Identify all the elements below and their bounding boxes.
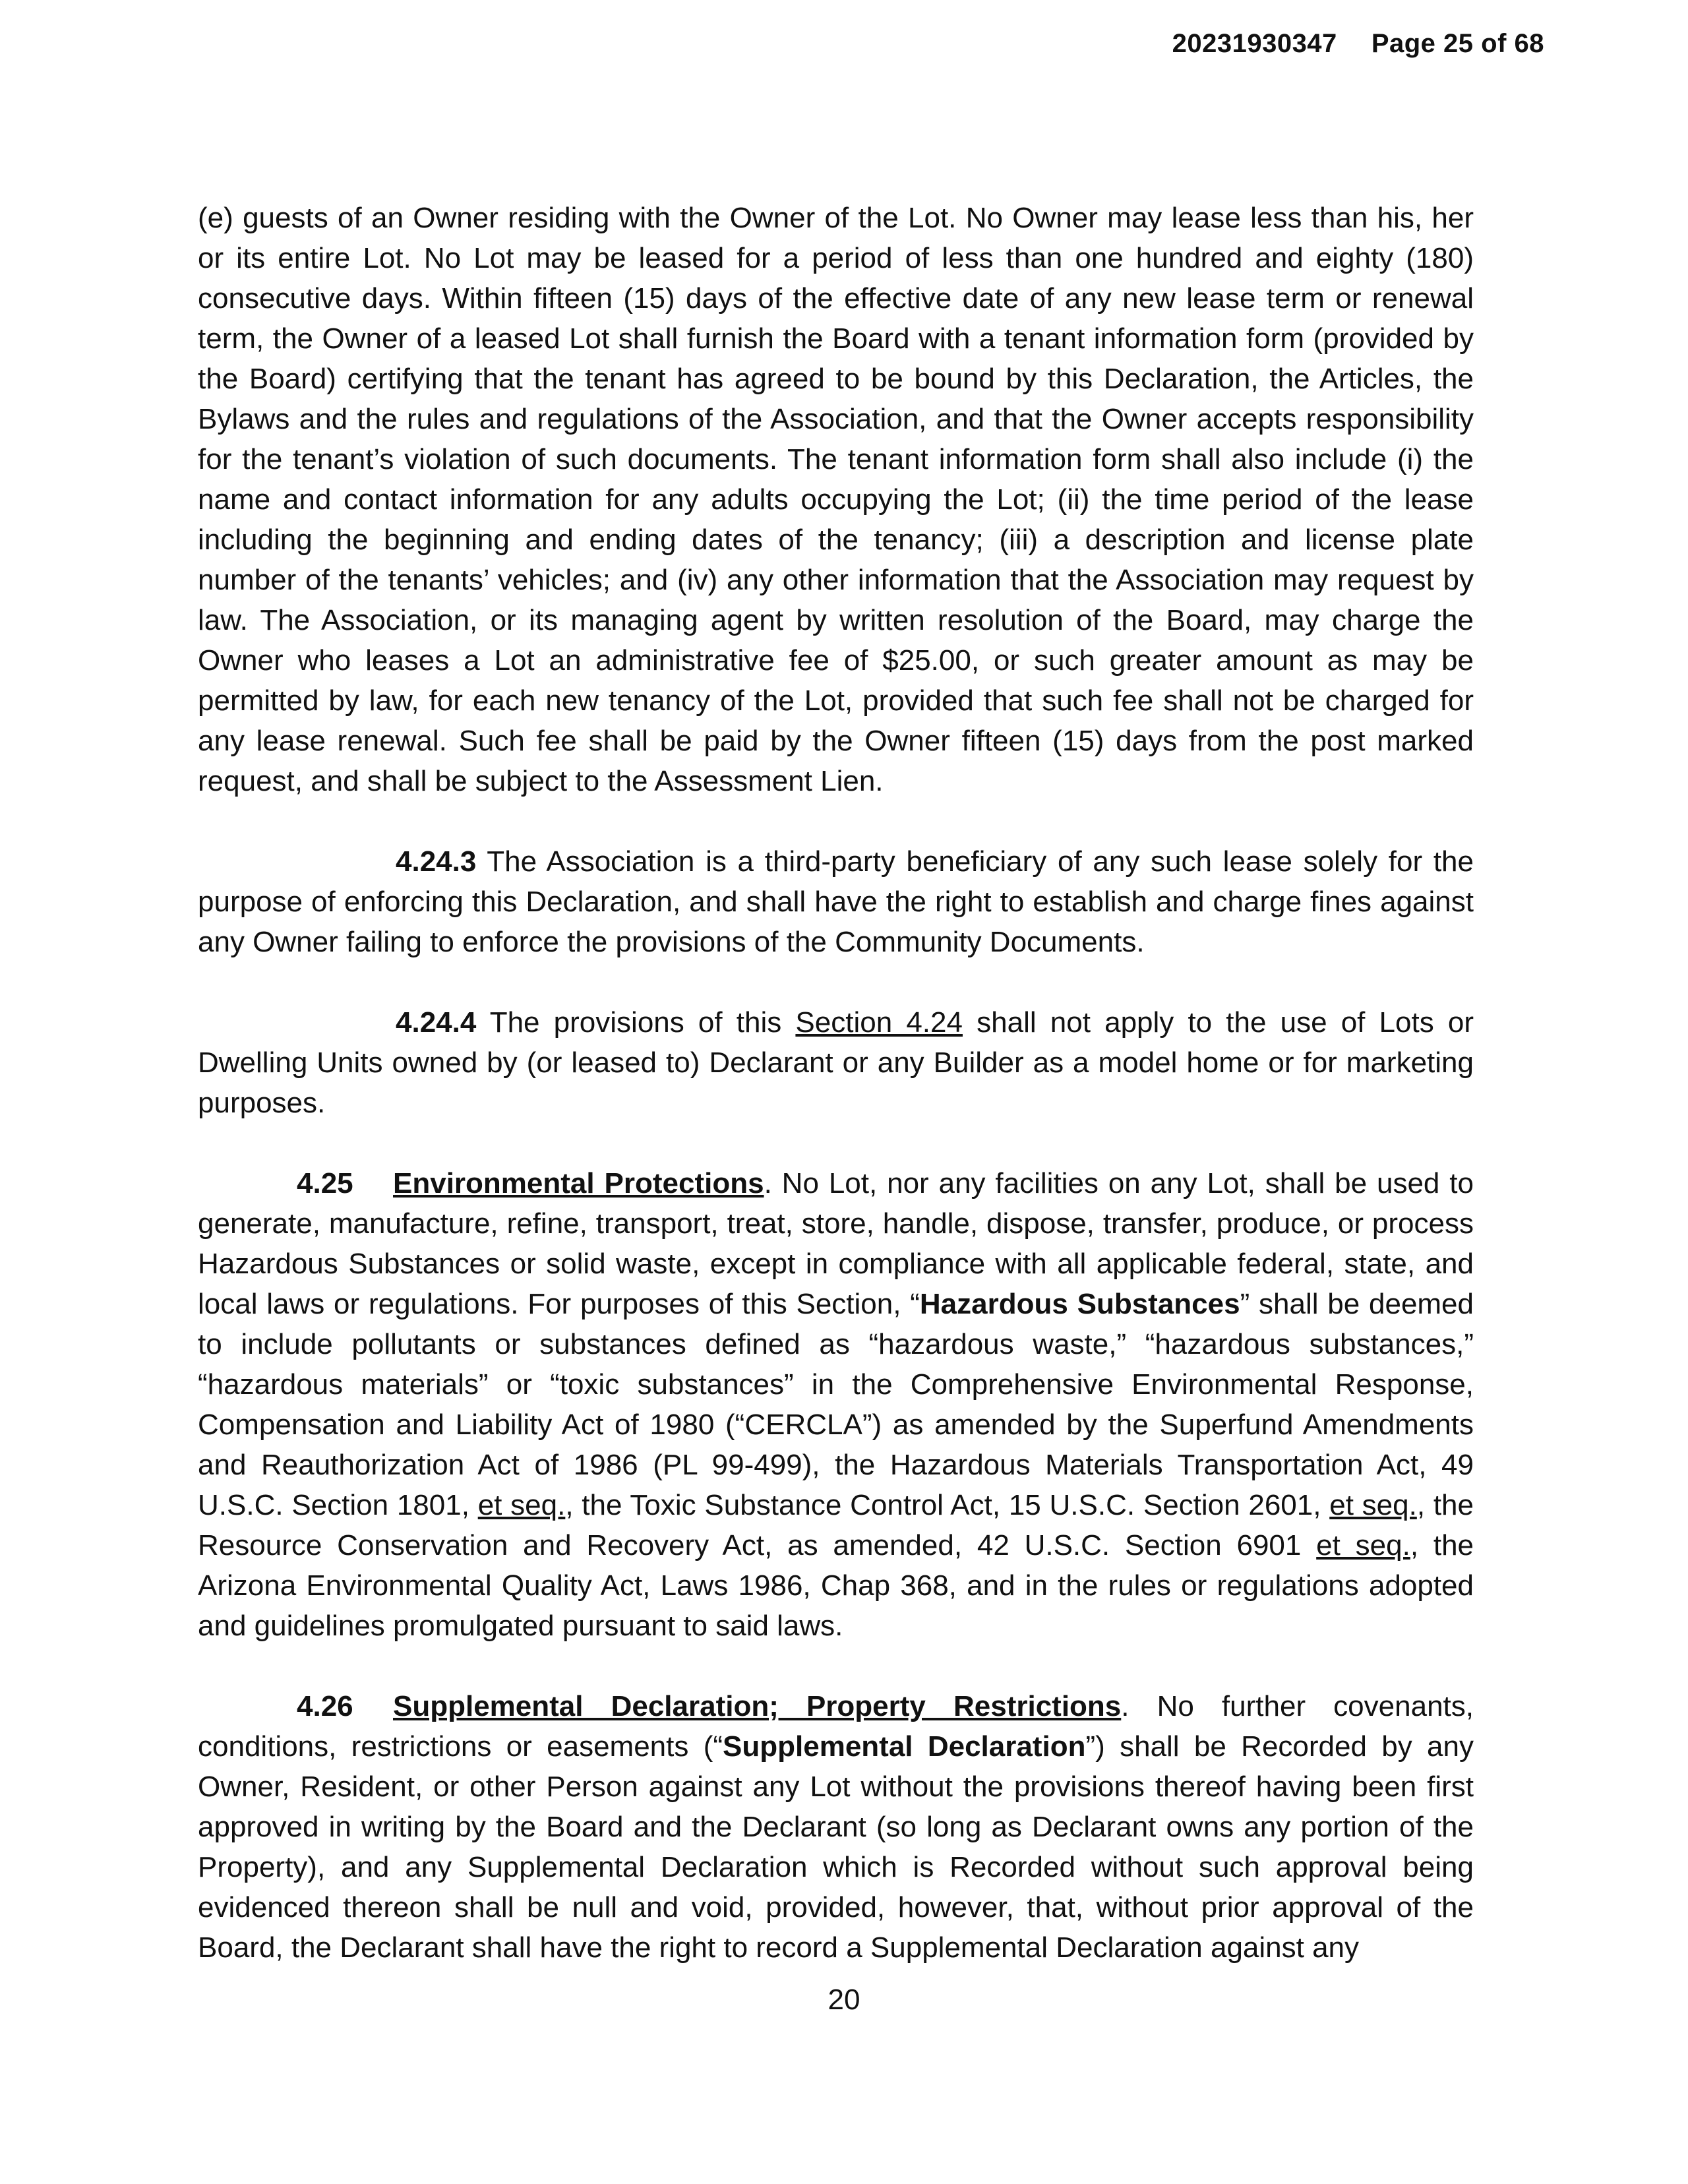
defined-term: Hazardous Substances	[919, 1288, 1240, 1320]
section-text: ”) shall be Recorded by any Owner, Resident, or other Person against any Lot without the provisions thereof having been first approved in writing by the Board and the Declarant (so long as Declarant owns any portion of the Property), and any Supplemental Declaration which is Recorded without such approval being evidenced thereon shall be null and void, provided, however, that, without prior approval of the Board, the Declarant shall have the right to record a Supplemental Declaration against any	[198, 1730, 1474, 1964]
et-seq-citation: et seq.	[477, 1489, 566, 1521]
page-number: 20	[828, 1984, 860, 2016]
section-text: ” shall be deemed to include pollutants or substances defined as “hazardous waste,” “hazardous substances,” “hazardous materials” or “toxic substances” in the Comprehensive Environmental Response, Compensation and Liability Act of 1980 (“CERCLA”) as amended by the Superfund Amendments and Reauthorization Act of 1986 (PL 99-499), the Hazardous Materials Transportation Act, 49 U.S.C. Section 1801,	[198, 1288, 1474, 1521]
section-text: . No Lot, nor any facilities on any Lot, shall be used to generate, manufacture, refine, transport, treat, store, handle, dispose, transfer, produce, or process Hazardous Substances or solid waste, except in compliance with all applicable federal, state, and local laws or regulations. For purposes of this Section, “	[198, 1167, 1474, 1320]
section-heading: Supplemental Declaration; Property Restrictions	[393, 1690, 1122, 1722]
section-4-24-3	[198, 841, 1474, 962]
section-number: 4.24.3	[396, 845, 477, 878]
section-4-26	[198, 1686, 1474, 1968]
section-text: , the Toxic Substance Control Act, 15 U.S.C. Section 2601,	[565, 1489, 1330, 1521]
et-seq-citation: et seq.	[1316, 1529, 1410, 1562]
section-number: 4.26	[297, 1690, 353, 1722]
section-text: . No further covenants, conditions, restrictions or easements (“	[198, 1690, 1474, 1763]
section-text: The Association is a third-party beneficiary of any such lease solely for the purpose of enforcing this Declaration, and shall have the right to establish and charge fines against any Owner failing to enforce the provisions of the Community Documents.	[198, 845, 1474, 958]
page-label: Page 25 of 68	[1371, 29, 1544, 58]
document-body	[198, 198, 1474, 1968]
paragraph-text: (e) guests of an Owner residing with the Owner of the Lot. No Owner may lease less than his, her or its entire Lot. No Lot may be leased for a period of less than one hundred and eighty (180) consecutive days. Within fifteen (15) days of the effective date of any new lease term or renewal term, the Owner of a leased Lot shall furnish the Board with a tenant information form (provided by the Board) certifying that the tenant has agreed to be bound by this Declaration, the Articles, the Bylaws and the rules and regulations of the Association, and that the Owner accepts responsibility for the tenant’s violation of such documents. The tenant information form shall also include (i) the name and contact information for any adults occupying the Lot; (ii) the time period of the lease including the beginning and ending dates of the tenancy; (iii) a description and license plate number of the tenants’ vehicles; and (iv) any other information that the Association may request by law. The Association, or its managing agent by written resolution of the Board, may charge the Owner who leases a Lot an administrative fee of $25.00, or such greater amount as may be permitted by law, for each new tenancy of the Lot, provided that such fee shall not be charged for any lease renewal. Such fee shall be paid by the Owner fifteen (15) days from the post marked request, and shall be subject to the Assessment Lien.	[198, 202, 1474, 797]
section-text: The provisions of this	[476, 1006, 796, 1039]
defined-term: Supplemental Declaration	[723, 1730, 1086, 1763]
section-4-24-4	[198, 1002, 1474, 1123]
document-number: 20231930347	[1172, 29, 1337, 58]
paragraph-lease-continuation	[198, 198, 1474, 801]
section-text: , the Resource Conservation and Recovery Act, as amended, 42 U.S.C. Section 6901	[198, 1489, 1474, 1562]
et-seq-citation: et seq.	[1329, 1489, 1417, 1521]
section-text: shall not apply to the use of Lots or Dwelling Units owned by (or leased to) Declarant or any Builder as a model home or for marketing purposes.	[198, 1006, 1474, 1119]
document-header-stamp	[1172, 29, 1544, 59]
section-reference: Section 4.24	[795, 1006, 963, 1039]
section-number: 4.24.4	[396, 1006, 477, 1039]
section-number: 4.25	[297, 1167, 353, 1199]
section-heading: Environmental Protections	[393, 1167, 764, 1199]
section-text: , the Arizona Environmental Quality Act, Laws 1986, Chap 368, and in the rules or regulations adopted and guidelines promulgated pursuant to said laws.	[198, 1529, 1474, 1642]
section-4-25	[198, 1163, 1474, 1646]
